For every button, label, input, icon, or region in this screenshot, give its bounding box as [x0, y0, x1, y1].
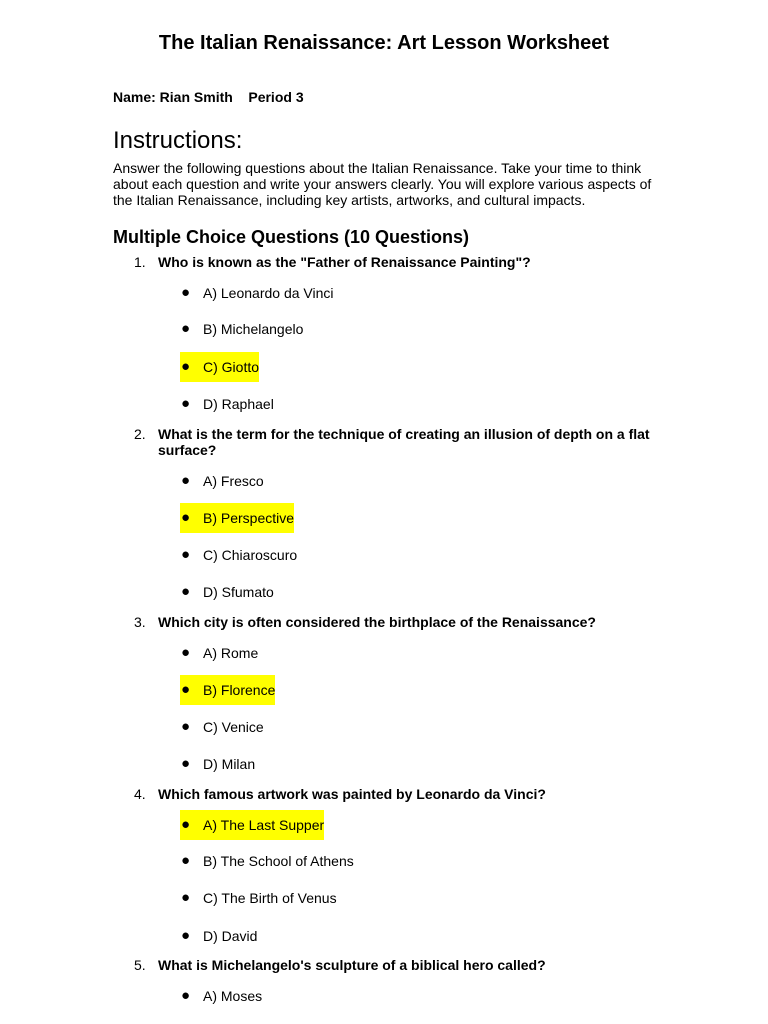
question-text: Who is known as the "Father of Renaissance Painting"? [158, 254, 531, 270]
question-text: What is Michelangelo's sculpture of a biblical hero called? [158, 957, 546, 973]
option-label: C) The Birth of Venus [203, 890, 337, 906]
answer-option [180, 314, 303, 344]
answer-option [180, 278, 334, 308]
bullet-icon: ● [181, 927, 191, 944]
bullet-icon: ● [180, 503, 203, 533]
bullet-icon: ● [181, 889, 191, 906]
question-text: What is the term for the technique of creating an illusion of depth on a flat surface? [158, 426, 650, 458]
bullet-icon: ● [181, 320, 191, 337]
answer-option [180, 921, 257, 951]
option-label: B) Perspective [203, 503, 294, 533]
instructions-text: Answer the following questions about the Italian Renaissance. Take your time to think about each question and write your answers clearly. You will explore various aspects of the Italian Renaissance, including key artists, artworks, and cultural impacts. [113, 160, 652, 208]
question-text: Which famous artwork was painted by Leonardo da Vinci? [158, 786, 546, 802]
bullet-icon: ● [181, 718, 191, 735]
bullet-icon: ● [181, 852, 191, 869]
option-label: B) Florence [203, 675, 275, 705]
option-label: A) The Last Supper [203, 810, 324, 840]
option-label: B) The School of Athens [203, 853, 354, 869]
student-name-period: Name: Rian Smith Period 3 [113, 89, 304, 105]
option-label: C) Venice [203, 719, 264, 735]
answer-option [180, 712, 264, 742]
option-label: D) Sfumato [203, 584, 274, 600]
answer-option [180, 466, 264, 496]
option-label: D) Raphael [203, 396, 274, 412]
bullet-icon: ● [181, 987, 191, 1004]
answer-option [180, 981, 262, 1011]
bullet-icon: ● [181, 472, 191, 489]
worksheet-title: The Italian Renaissance: Art Lesson Worksheet [158, 32, 610, 54]
option-label: A) Moses [203, 988, 263, 1004]
question-text: Which city is often considered the birthplace of the Renaissance? [158, 614, 596, 630]
question-number: 5. [134, 957, 146, 973]
answer-option [180, 389, 274, 419]
multiple-choice-heading: Multiple Choice Questions (10 Questions) [113, 227, 470, 247]
instructions-heading: Instructions: [113, 127, 243, 154]
bullet-icon: ● [180, 352, 203, 382]
answer-option [180, 638, 258, 668]
answer-option [180, 846, 354, 876]
option-label: C) Chiaroscuro [203, 547, 298, 563]
option-label: A) Fresco [203, 473, 264, 489]
option-label: A) Leonardo da Vinci [203, 285, 334, 301]
bullet-icon: ● [180, 810, 203, 840]
question-number: 1. [134, 254, 146, 270]
bullet-icon: ● [181, 284, 191, 301]
answer-option [180, 577, 274, 607]
option-label: C) Giotto [203, 352, 259, 382]
bullet-icon: ● [181, 644, 191, 661]
bullet-icon: ● [181, 395, 191, 412]
option-label: A) Rome [203, 645, 259, 661]
answer-option [180, 883, 337, 913]
question-number: 2. [134, 426, 146, 442]
answer-option [180, 749, 255, 779]
answer-option [180, 540, 297, 570]
bullet-icon: ● [180, 675, 203, 705]
option-label: D) David [203, 928, 258, 944]
answer-option [180, 352, 259, 382]
option-label: B) Michelangelo [203, 321, 304, 337]
bullet-icon: ● [181, 546, 191, 563]
bullet-icon: ● [181, 583, 191, 600]
bullet-icon: ● [181, 755, 191, 772]
question-number: 4. [134, 786, 146, 802]
answer-option [180, 675, 275, 705]
question-number: 3. [134, 614, 146, 630]
option-label: D) Milan [203, 756, 256, 772]
answer-option [180, 810, 324, 840]
answer-option [180, 503, 294, 533]
